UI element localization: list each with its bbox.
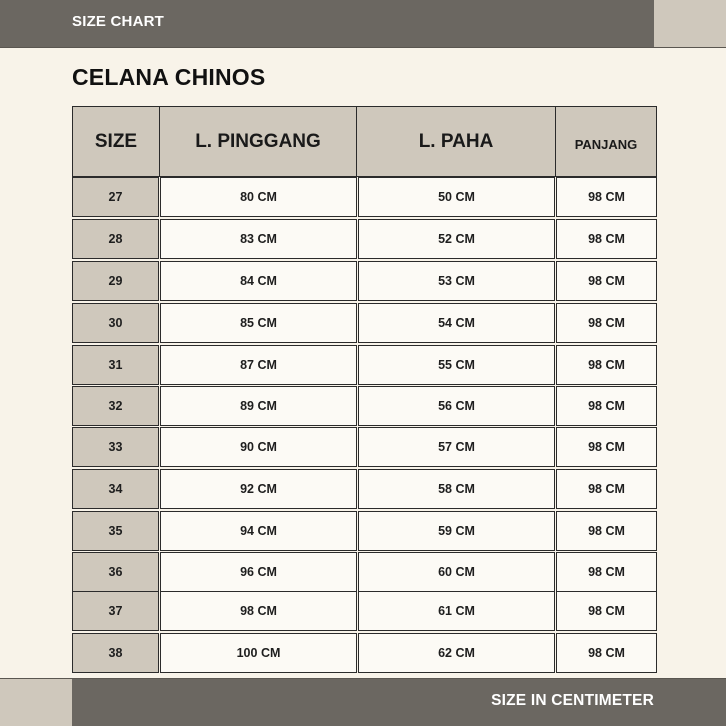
waist-cell: 98 CM <box>160 591 357 631</box>
length-cell: 98 CM <box>556 303 657 343</box>
top-divider <box>0 47 726 48</box>
bottom-banner <box>72 679 726 726</box>
thigh-cell: 56 CM <box>358 386 555 426</box>
thigh-cell: 61 CM <box>358 591 555 631</box>
size-cell: 36 <box>72 552 159 592</box>
product-title: CELANA CHINOS <box>72 64 266 90</box>
length-cell: 98 CM <box>556 386 657 426</box>
length-cell: 98 CM <box>556 345 657 385</box>
length-cell: 98 CM <box>556 591 657 631</box>
length-cell: 98 CM <box>556 219 657 259</box>
waist-cell: 89 CM <box>160 386 357 426</box>
waist-cell: 90 CM <box>160 427 357 467</box>
waist-cell: 100 CM <box>160 633 357 673</box>
thigh-cell: 53 CM <box>358 261 555 301</box>
bottom-corner-block <box>0 679 72 726</box>
thigh-cell: 60 CM <box>358 552 555 592</box>
size-cell: 32 <box>72 386 159 426</box>
length-cell: 98 CM <box>556 469 657 509</box>
size-cell: 29 <box>72 261 159 301</box>
unit-note: SIZE IN CENTIMETER <box>491 692 654 709</box>
waist-cell: 92 CM <box>160 469 357 509</box>
column-header-waist: L. PINGGANG <box>159 106 357 177</box>
waist-cell: 85 CM <box>160 303 357 343</box>
thigh-cell: 55 CM <box>358 345 555 385</box>
column-header-size: SIZE <box>72 106 160 177</box>
thigh-cell: 58 CM <box>358 469 555 509</box>
length-cell: 98 CM <box>556 177 657 217</box>
size-cell: 37 <box>72 591 159 631</box>
waist-cell: 87 CM <box>160 345 357 385</box>
size-chart-label: SIZE CHART <box>72 13 164 30</box>
thigh-cell: 62 CM <box>358 633 555 673</box>
waist-cell: 83 CM <box>160 219 357 259</box>
size-cell: 27 <box>72 177 159 217</box>
thigh-cell: 54 CM <box>358 303 555 343</box>
thigh-cell: 50 CM <box>358 177 555 217</box>
length-cell: 98 CM <box>556 511 657 551</box>
waist-cell: 84 CM <box>160 261 357 301</box>
length-cell: 98 CM <box>556 261 657 301</box>
size-cell: 28 <box>72 219 159 259</box>
top-banner <box>0 0 654 47</box>
size-cell: 31 <box>72 345 159 385</box>
waist-cell: 94 CM <box>160 511 357 551</box>
thigh-cell: 52 CM <box>358 219 555 259</box>
thigh-cell: 59 CM <box>358 511 555 551</box>
length-cell: 98 CM <box>556 633 657 673</box>
size-cell: 30 <box>72 303 159 343</box>
column-header-thigh: L. PAHA <box>356 106 556 177</box>
size-cell: 34 <box>72 469 159 509</box>
size-cell: 33 <box>72 427 159 467</box>
thigh-cell: 57 CM <box>358 427 555 467</box>
top-corner-block <box>654 0 726 47</box>
size-cell: 35 <box>72 511 159 551</box>
column-header-length: PANJANG <box>555 106 657 177</box>
waist-cell: 96 CM <box>160 552 357 592</box>
length-cell: 98 CM <box>556 552 657 592</box>
waist-cell: 80 CM <box>160 177 357 217</box>
length-cell: 98 CM <box>556 427 657 467</box>
size-cell: 38 <box>72 633 159 673</box>
